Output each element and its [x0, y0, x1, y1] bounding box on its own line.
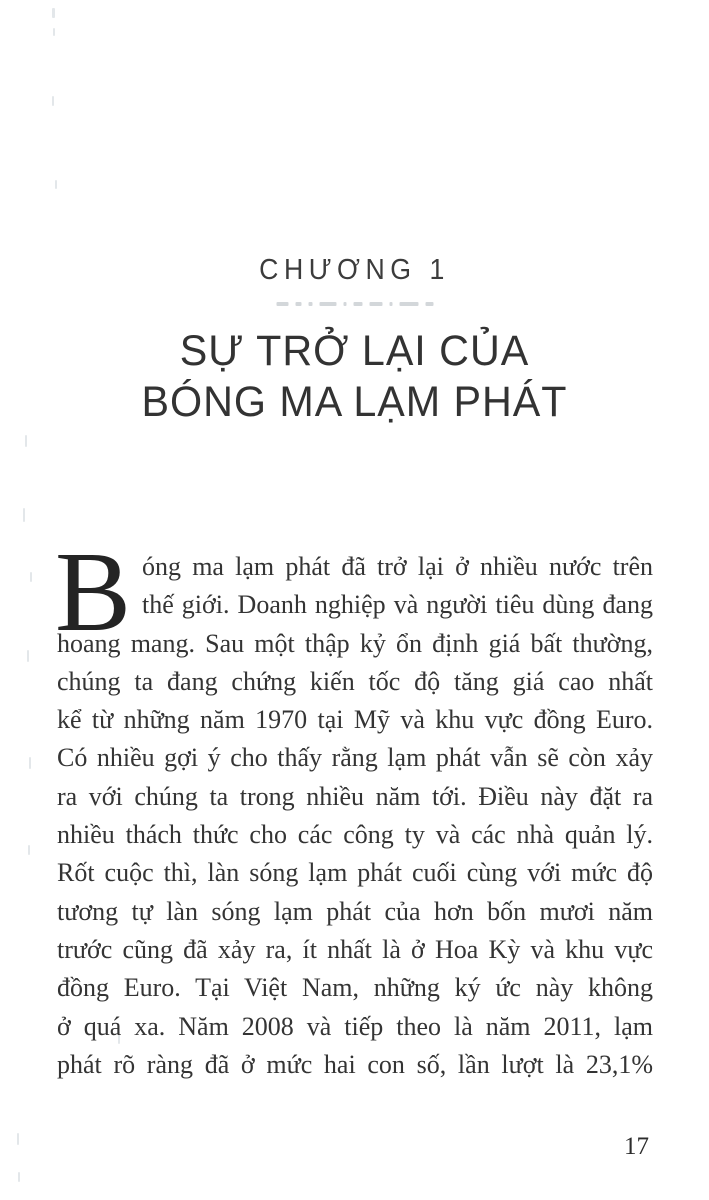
scan-artifact	[52, 96, 54, 106]
bleed-dash	[308, 302, 312, 306]
scan-artifact	[18, 1172, 20, 1182]
scan-artifact	[53, 28, 55, 36]
scan-artifact	[23, 508, 25, 522]
page-number: 17	[624, 1133, 649, 1160]
bleed-dash	[389, 302, 392, 306]
scan-artifact	[52, 8, 55, 18]
scan-artifact	[30, 572, 32, 582]
bleed-through-artifact	[276, 302, 433, 306]
chapter-title	[14, 326, 695, 428]
scan-artifact	[28, 845, 30, 855]
bleed-dash	[369, 302, 382, 306]
body-line: tương tự làn sóng lạm phát của hơn bốn mươi năm	[57, 896, 653, 926]
body-line: ra với chúng ta trong nhiều năm tới. Điều này đặt ra	[57, 781, 653, 811]
scan-artifact	[29, 757, 31, 769]
chapter-label: CHƯƠNG 1	[259, 254, 450, 286]
body-line: Có nhiều gợi ý cho thấy rằng lạm phát vẫn sẽ còn xảy	[57, 743, 653, 773]
body-paragraph	[55, 528, 653, 1084]
scan-artifact	[25, 435, 27, 447]
chapter-title-line-2: BÓNG MA LẠM PHÁT	[141, 378, 568, 426]
body-line: trước cũng đã xảy ra, ít nhất là ở Hoa Kỳ và khu vực	[57, 934, 653, 964]
bleed-dash	[425, 302, 433, 306]
scan-artifact	[27, 650, 29, 662]
scan-artifact	[17, 1133, 19, 1145]
body-line: phát rõ ràng đã ở mức hai con số, lần lượt là 23,1%	[57, 1049, 653, 1079]
body-line: ở quá xa. Năm 2008 và tiếp theo là năm 2011, lạm	[57, 1011, 653, 1041]
body-line: óng ma lạm phát đã trở lại ở nhiều nước trên	[142, 552, 653, 581]
body-line: kể từ những năm 1970 tại Mỹ và khu vực đồng Euro.	[57, 705, 653, 735]
drop-cap: B	[55, 528, 132, 655]
body-line: đồng Euro. Tại Việt Nam, những ký ức này không	[57, 973, 653, 1003]
scan-artifact	[55, 180, 57, 189]
bleed-dash	[343, 302, 346, 306]
bleed-dash	[319, 302, 336, 306]
bleed-dash	[399, 302, 418, 306]
bleed-dash	[353, 302, 362, 306]
chapter-title-line-1: SỰ TRỞ LẠI CỦA	[179, 327, 530, 375]
body-line: Rốt cuộc thì, làn sóng lạm phát cuối cùng với mức độ	[57, 858, 653, 888]
bleed-dash	[276, 302, 288, 306]
body-line: chúng ta đang chứng kiến tốc độ tăng giá cao nhất	[57, 666, 653, 696]
body-line: nhiều thách thức cho các công ty và các nhà quản lý.	[57, 820, 653, 850]
bleed-dash	[295, 302, 301, 306]
body-line: hoang mang. Sau một thập kỷ ổn định giá bất thường,	[57, 628, 653, 658]
body-line: thế giới. Doanh nghiệp và người tiêu dùng đang	[142, 590, 653, 620]
